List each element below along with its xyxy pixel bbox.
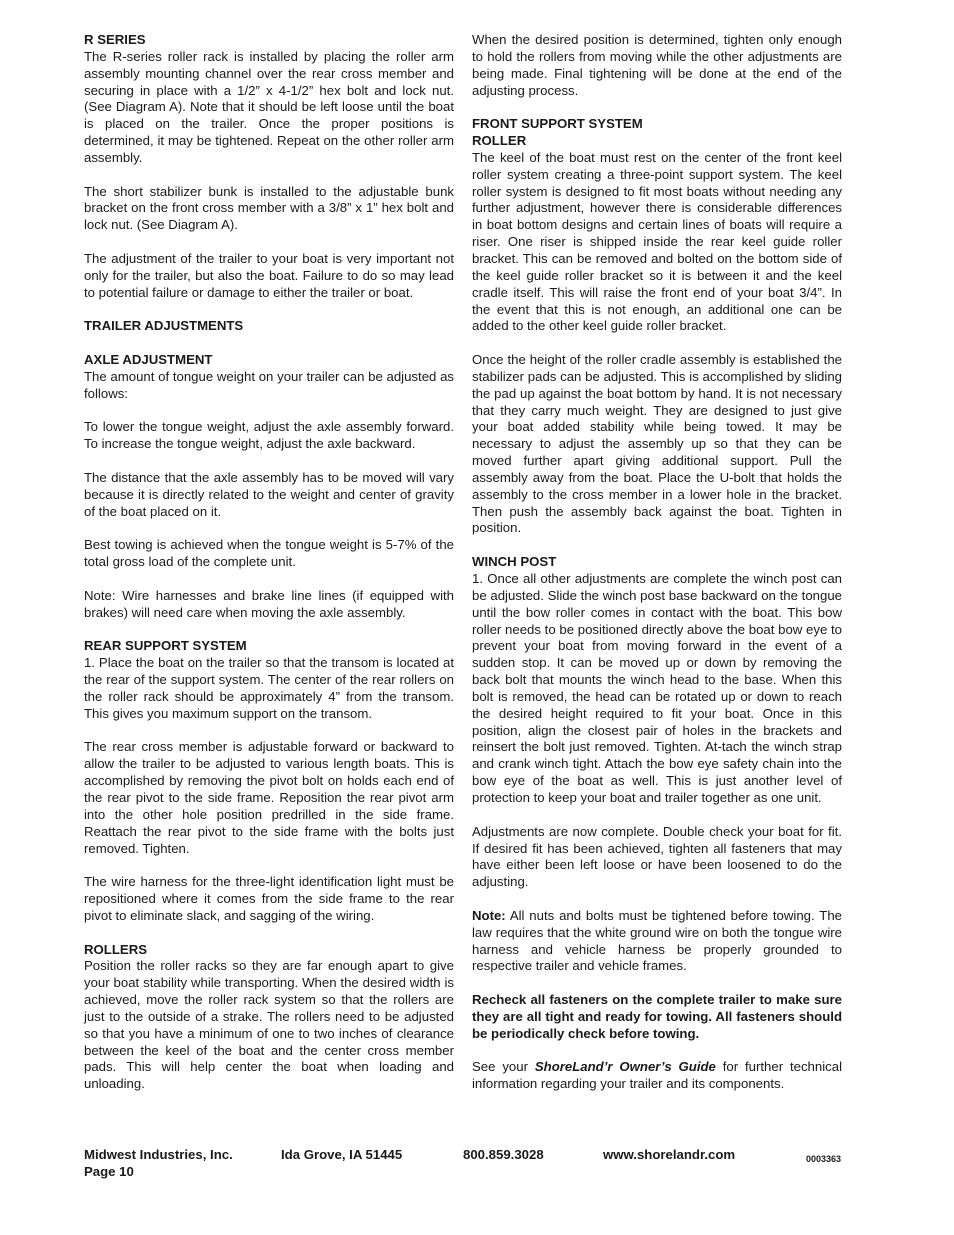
r-series-paragraph-2: The short stabilizer bunk is installed to the adjustable bunk bracket on the front cross member with a 3/8” x 1” hex bolt and lock nut. (See Diagram A). bbox=[84, 183, 454, 233]
r-series-section bbox=[84, 32, 454, 167]
axle-paragraph-5: Note: Wire harnesses and brake line lines (if equipped with brakes) will need care when moving the axle assembly. bbox=[84, 587, 454, 620]
rear-support-paragraph-2: The rear cross member is adjustable forward or backward to allow the trailer to be adjusted to various length boats. This is accomplished by removing the pivot bolt on holds each end of the rear pivot to the side frame. Reposition the rear pivot arm into the other hole position predrilled in the side frame. Reattach the rear pivot to the side frame with the bolts just removed. Tighten. bbox=[84, 739, 454, 856]
note-text: All nuts and bolts must be tightened before towing. The law requires that the white ground wire on both the tongue wire harness and vehicle harness be properly grounded to respective trailer and vehicle frames. bbox=[472, 907, 842, 974]
left-column bbox=[84, 32, 454, 1093]
owners-guide-title: ShoreLand’r Owner’s Guide bbox=[534, 1059, 716, 1075]
rollers-paragraph-1: Position the roller racks so they are far enough apart to give your boat stability while transporting. When the desired width is achieved, move the roller rack system so that the rollers are just to the outside of a strake. The rollers need to be adjusted so that you have a minimum of one to two inches of clearance between the keel of the boat and the center cross member pads. This will help center the boat when loading and unloading. bbox=[84, 958, 454, 1092]
rear-support-section bbox=[84, 638, 454, 722]
footer-document-code: 0003363 bbox=[806, 1154, 842, 1164]
axle-paragraph-3: The distance that the axle assembly has to be moved will vary because it is directly related to the weight and center of gravity of the boat placed on it. bbox=[84, 469, 454, 519]
axle-paragraph-1: The amount of tongue weight on your trailer can be adjusted as follows: bbox=[84, 368, 454, 401]
roller-subheading: ROLLER bbox=[472, 133, 527, 149]
right-column bbox=[472, 32, 842, 1093]
front-support-heading: FRONT SUPPORT SYSTEM bbox=[472, 116, 643, 132]
rollers-heading: ROLLERS bbox=[84, 941, 148, 957]
r-series-heading: R SERIES bbox=[84, 32, 146, 47]
see-prefix: See your bbox=[472, 1059, 535, 1075]
footer-phone: 800.859.3028 bbox=[463, 1147, 544, 1162]
owners-guide-reference bbox=[472, 1059, 842, 1093]
r-series-paragraph-1: The R-series roller rack is installed by placing the roller arm assembly mounting channel over the rear cross member and securing in place with a 1/2” x 4-1/2” hex bolt and lock nut. (See Diagram A). Note that it should be left loose until the boat is placed on the trailer. Once the proper positions is determined, it may be tightened. Repeat on the other roller arm assembly. bbox=[84, 48, 454, 165]
footer-city: Ida Grove, IA 51445 bbox=[281, 1147, 403, 1162]
rear-support-paragraph-1: 1. Place the boat on the trailer so that the transom is located at the rear of the support system. The center of the rear rollers on the roller rack should be approximately 4” from the transom. This gives you maximum support on the transom. bbox=[84, 655, 454, 721]
rear-support-paragraph-3: The wire harness for the three-light identification light must be repositioned where it comes from the side frame to the rear pivot to eliminate slack, and sagging of the wiring. bbox=[84, 874, 454, 923]
front-support-section bbox=[472, 116, 842, 335]
axle-heading: AXLE ADJUSTMENT bbox=[84, 352, 213, 368]
rear-support-heading: REAR SUPPORT SYSTEM bbox=[84, 638, 247, 654]
adjustments-complete-paragraph: Adjustments are now complete. Double check your boat for fit. If desired fit has been achieved, tighten all fasteners that may have either been left loose or have been loosened to do the adjusting. bbox=[472, 823, 842, 890]
r-series-paragraph-3: The adjustment of the trailer to your boat is very important not only for the trailer, but also the boat. Failure to do so may lead to potential failure or damage to either the trailer or boat. bbox=[84, 250, 454, 300]
axle-paragraph-4: Best towing is achieved when the tongue weight is 5-7% of the total gross load of the complete unit. bbox=[84, 537, 454, 570]
footer-company: Midwest Industries, Inc. bbox=[84, 1147, 233, 1162]
winch-post-paragraph-1: 1. Once all other adjustments are complete the winch post can be adjusted. Slide the winch post base backward on the tongue until the bow roller comes in contact with the boat. This bow roller needs to be positioned directly above the boat bow eye to prevent your boat from moving forward in the event of a sudden stop. It can be moved up or down by removing the back bolt that mounts the winch head to the base. When this bolt is removed, the head can be rotated up or down to reach the desired height required to fit your boat. Once in this position, align the closest pair of holes in the brackets and reinsert the bolt just removed. Tighten. At-tach the winch strap and crank winch tight. Attach the bow eye safety chain into the bow eye of the boat as well. This is just another level of protection to keep your boat and trailer together as one unit. bbox=[472, 571, 842, 805]
page-number: Page 10 bbox=[84, 1164, 134, 1179]
axle-section bbox=[84, 352, 454, 403]
winch-post-section bbox=[472, 554, 842, 807]
front-support-paragraph-1: The keel of the boat must rest on the center of the front keel roller system creating a three-point support system. The keel roller system is designed to fit most boats without needing any further adjustment, however there is considerable differences in boat bottom designs and certain lines of boats will require a riser. One riser is shipped inside the rear keel guide roller bracket. This can be removed and bolted on the bottom side of the keel guide roller bracket so it is between it and the keel cradle itself. This will raise the front end of your boat 3/4”. In the event that this is not enough, an additional one can be added to the other keel guide roller bracket. bbox=[472, 149, 842, 334]
axle-paragraph-2: To lower the tongue weight, adjust the axle assembly forward. To increase the tongue weight, adjust the axle backward. bbox=[84, 419, 454, 452]
front-support-paragraph-2: Once the height of the roller cradle assembly is established the stabilizer pads can be adjusted. This is accomplished by sliding the pad up against the boat bottom by hand. It is not necessary that they carry much weight. They are designed to just give your boat added stability while being towed. It may be necessary to adjust the assembly up so that they can be moved further apart giving additional support. Pull the assembly away from the boat. Place the U-bolt that holds the assembly to the cross member in a lower hole in the bracket. Then push the assembly back against the boat. Tighten in position. bbox=[472, 352, 842, 536]
recheck-warning: Recheck all fasteners on the complete trailer to make sure they are all tight and ready for towing. All fasteners should be periodically check before towing. bbox=[472, 992, 842, 1041]
rollers-section bbox=[84, 942, 454, 1094]
note-label: Note: bbox=[472, 907, 506, 923]
footer-website: www.shorelandr.com bbox=[603, 1147, 736, 1162]
note-paragraph bbox=[472, 908, 842, 975]
see-suffix: for further technical information regarding your trailer and its components. bbox=[472, 1059, 843, 1092]
winch-post-heading: WINCH POST bbox=[472, 554, 557, 570]
rollers-continued-paragraph: When the desired position is determined, tighten only enough to hold the rollers from moving while the other adjustments are being made. Final tightening will be done at the end of the adjusting process. bbox=[472, 32, 842, 98]
trailer-adjustments-heading: TRAILER ADJUSTMENTS bbox=[84, 318, 244, 334]
